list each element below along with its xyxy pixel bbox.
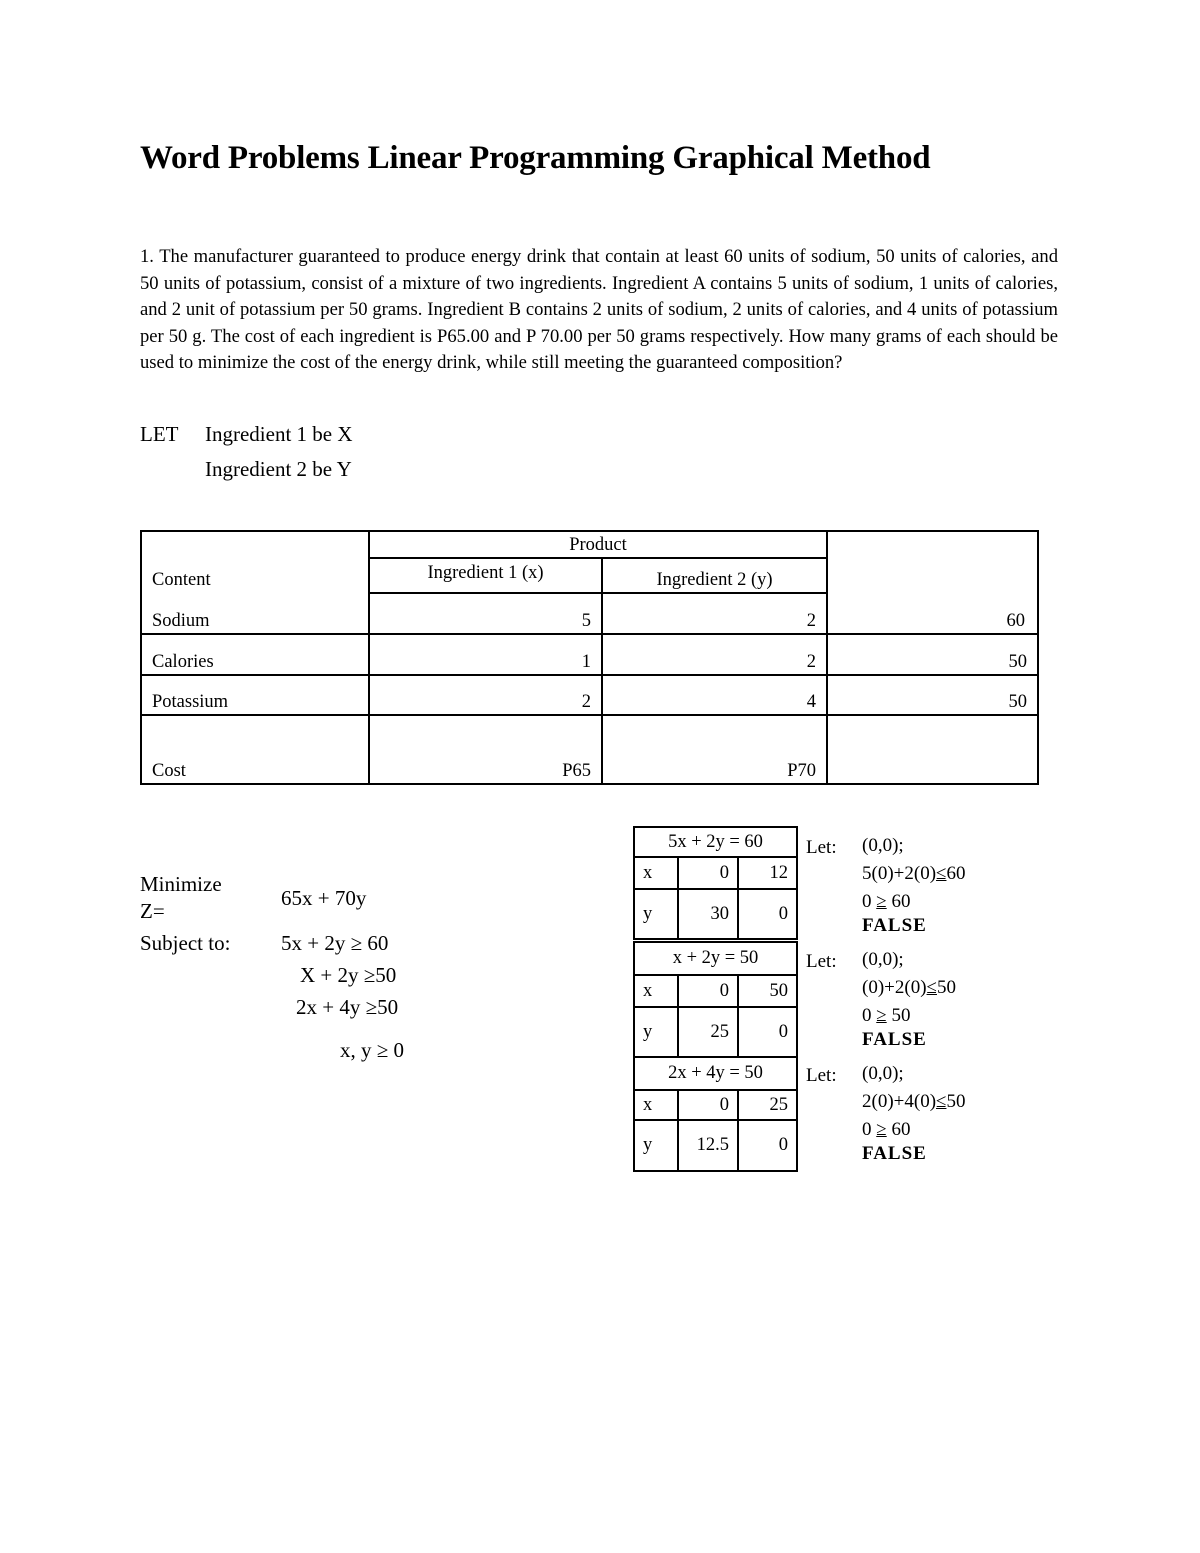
substitution: 2(0)+4(0)≤50 <box>862 1091 966 1112</box>
nutrient-table <box>140 530 1039 785</box>
y-value: 25 <box>678 1007 738 1057</box>
row-label-potassium: Potassium <box>141 675 369 715</box>
equation-3: 2x + 4y = 50 <box>634 1057 797 1090</box>
y-value: 0 <box>738 1007 797 1057</box>
x-value: 25 <box>738 1090 797 1120</box>
x-value: 12 <box>738 857 797 889</box>
substitution: 5(0)+2(0)≤60 <box>862 863 966 884</box>
let-line-1: Ingredient 1 be X <box>205 422 353 446</box>
check-3-let: Let: <box>806 1065 837 1086</box>
sodium-req: 60 <box>1006 611 1025 631</box>
equation-1: 5x + 2y = 60 <box>634 827 797 857</box>
x-value: 0 <box>678 1090 738 1120</box>
potassium-req: 50 <box>827 675 1038 715</box>
check-2 <box>862 948 956 1052</box>
check-2-let: Let: <box>806 951 837 972</box>
x-value: 50 <box>738 975 797 1007</box>
y-value: 0 <box>738 1120 797 1171</box>
intercept-table-1 <box>633 826 798 940</box>
substitution: (0)+2(0)≤50 <box>862 977 956 998</box>
constraint-1: 5x + 2y ≥ 60 <box>281 931 389 955</box>
calories-req: 50 <box>827 634 1038 675</box>
product-header: Product <box>369 531 827 558</box>
verdict: FALSE <box>862 1029 927 1050</box>
result: 0 ≥ 60 <box>862 1119 911 1140</box>
x-label: x <box>634 1090 678 1120</box>
x-label: x <box>634 975 678 1007</box>
row-label-calories: Calories <box>141 634 369 675</box>
potassium-x: 2 <box>369 675 602 715</box>
result: 0 ≥ 60 <box>862 891 911 912</box>
subject-to-label: Subject to: <box>140 931 231 955</box>
potassium-y: 4 <box>602 675 827 715</box>
check-3 <box>862 1062 965 1166</box>
ingredient-1-header: Ingredient 1 (x) <box>369 558 602 593</box>
z-label: Z= <box>140 899 165 923</box>
equation-2: x + 2y = 50 <box>634 942 797 975</box>
y-value: 12.5 <box>678 1120 738 1171</box>
verdict: FALSE <box>862 915 927 936</box>
table-row <box>141 675 1038 715</box>
cost-req <box>827 715 1038 784</box>
check-1-let: Let: <box>806 837 837 858</box>
result: 0 ≥ 50 <box>862 1005 911 1026</box>
sodium-x: 5 <box>369 593 602 634</box>
row-label-cost: Cost <box>141 715 369 784</box>
calories-x: 1 <box>369 634 602 675</box>
y-label: y <box>634 889 678 939</box>
y-label: y <box>634 1120 678 1171</box>
x-label: x <box>634 857 678 889</box>
intercept-table-3 <box>633 1056 798 1172</box>
content-header: Content <box>141 531 369 593</box>
constraint-4: x, y ≥ 0 <box>340 1038 405 1062</box>
calories-y: 2 <box>602 634 827 675</box>
cost-y: P70 <box>602 715 827 784</box>
row-label-sodium: Sodium <box>141 593 369 634</box>
ingredient-2-header: Ingredient 2 (y) <box>602 558 827 593</box>
cost-x: P65 <box>369 715 602 784</box>
table-row <box>141 634 1038 675</box>
constraint-3: 2x + 4y ≥50 <box>296 995 399 1019</box>
problem-statement: 1. The manufacturer guaranteed to produce energy drink that contain at least 60 units of sodium, 50 units of calories, and 50 units of potassium, consist of a mixture of two ingredients. Ingredient A contains 5 units of sodium, 1 units of calories, and 2 unit of potassium per 50 grams. Ingredient B contains 2 units of sodium, 2 units of calories, and 4 units of potassium per 50 g. The cost of each ingredient is P65.00 and P 70.00 per 50 grams respectively. How many grams of each should be used to minimize the cost of the energy drink, while still meeting the guaranteed composition? <box>140 246 1058 374</box>
y-value: 0 <box>738 889 797 939</box>
let-keyword: LET <box>140 422 179 446</box>
minimize-label: Minimize <box>140 872 222 896</box>
y-value: 30 <box>678 889 738 939</box>
check-1 <box>862 834 965 938</box>
constraint-2: X + 2y ≥50 <box>300 963 397 987</box>
page-title: Word Problems Linear Programming Graphical Method <box>140 140 931 176</box>
y-label: y <box>634 1007 678 1057</box>
intercept-table-2 <box>633 941 798 1058</box>
objective-function: 65x + 70y <box>281 886 367 910</box>
x-value: 0 <box>678 857 738 889</box>
test-point: (0,0); <box>862 1063 904 1084</box>
test-point: (0,0); <box>862 835 904 856</box>
table-row <box>141 715 1038 784</box>
verdict: FALSE <box>862 1143 927 1164</box>
x-value: 0 <box>678 975 738 1007</box>
test-point: (0,0); <box>862 949 904 970</box>
sodium-y: 2 <box>602 593 827 634</box>
let-line-2: Ingredient 2 be Y <box>205 457 352 481</box>
